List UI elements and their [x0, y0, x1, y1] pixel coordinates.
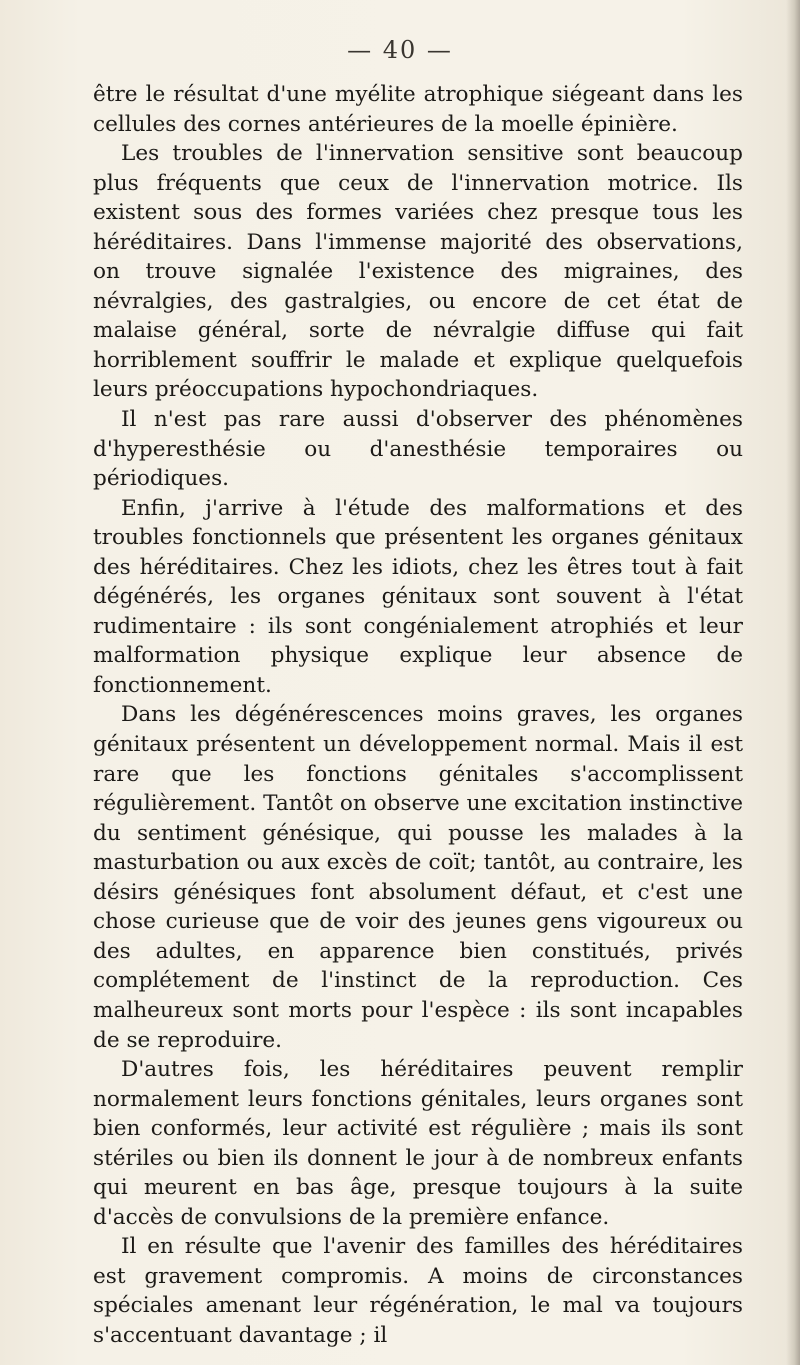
paragraph-continuation: être le résultat d'une myélite atrophique siégeant dans les cellules des cornes antérieures de la moelle épinière. — [93, 82, 743, 137]
page-edge-shadow — [786, 0, 800, 1365]
paragraph-degenerescences: Dans les dégénérescences moins graves, les organes génitaux présentent un développement normal. Mais il est rare que les fonctions génitales s'accomplissent régulièrement. Tantôt on observe une excitation instinctive du sentiment génésique, qui pousse les malades à la masturbation ou aux excès de coït; tantôt, au contraire, les désirs génésiques font absolument défaut, et c'est une chose curieuse que de voir des jeunes gens vigoureux ou des adultes, en apparence bien constitués, privés complétement de l'instinct de la reproduction. Ces malheureux sont morts pour l'espèce : ils sont incapables de se reproduire. — [93, 702, 743, 1053]
page-number: — 40 — — [347, 36, 453, 64]
paragraph-sensitive-innervation: Les troubles de l'innervation sensitive sont beaucoup plus fréquents que ceux de l'innervation motrice. Ils existent sous des formes variées chez presque tous les héréditaires. Dans l'immense majorité des observations, on trouve signalée l'existence des migraines, des névralgies, des gastralgies, ou encore de cet état de malaise général, sorte de névralgie diffuse qui fait horriblement souffrir le malade et explique quelquefois leurs préoccupations hypochondriaques. — [93, 141, 743, 403]
body-text — [93, 80, 743, 1351]
paragraph-genital-malformations: Enfin, j'arrive à l'étude des malformations et des troubles fonctionnels que présentent les organes génitaux des héréditaires. Chez les idiots, chez les êtres tout à fait dégénérés, les organes génitaux sont souvent à l'état rudimentaire : ils sont congénialement atrophiés et leur malformation physique explique leur absence de fonctionnement. — [93, 495, 743, 698]
paragraph-family-future: Il en résulte que l'avenir des familles des héréditaires est gravement compromis. A moins de circonstances spéciales amenant leur régénération, le mal va toujours s'accentuant davantage ; il — [93, 1234, 743, 1348]
paragraph-hyperesthesia: Il n'est pas rare aussi d'observer des phénomènes d'hyperesthésie ou d'anesthésie temporaires ou périodiques. — [93, 407, 743, 492]
paragraph-sterility: D'autres fois, les héréditaires peuvent remplir normalement leurs fonctions génitales, leurs organes sont bien conformés, leur activité est régulière ; mais ils sont stériles ou bien ils donnent le jour à de nombreux enfants qui meurent en bas âge, presque toujours à la suite d'accès de convulsions de la première enfance. — [93, 1057, 743, 1230]
